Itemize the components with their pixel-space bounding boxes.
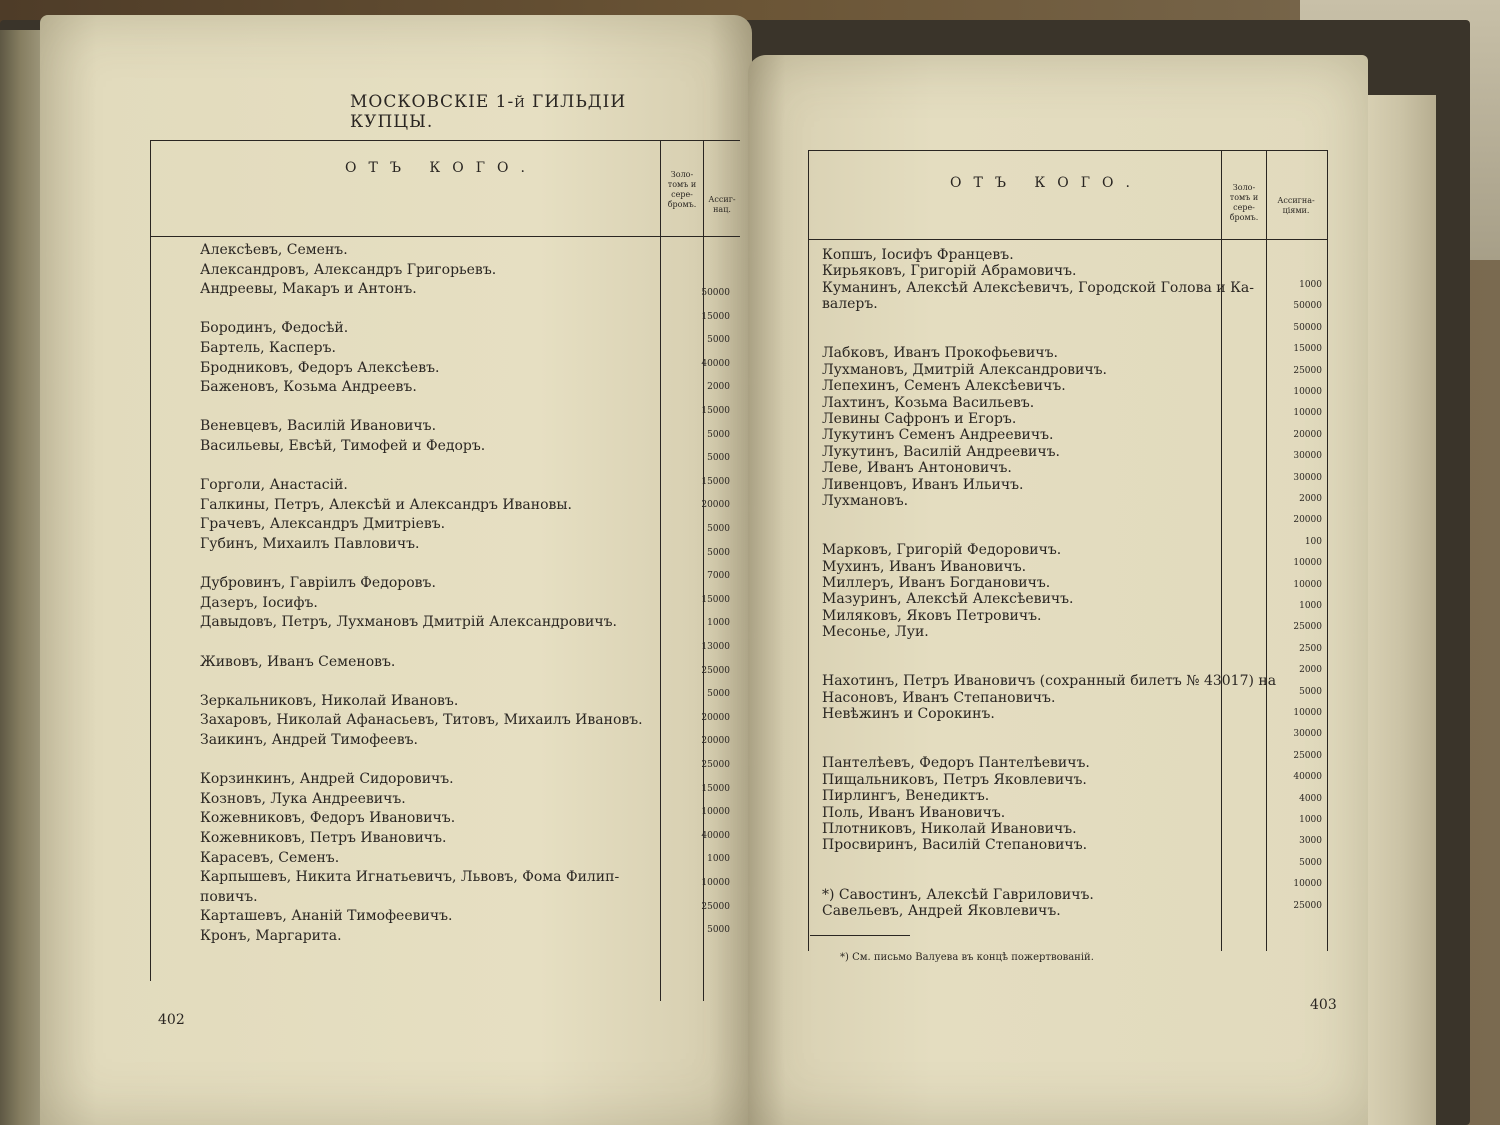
amount-cell: 25000 <box>1293 622 1322 633</box>
list-item: Лахтинъ, Козьма Васильевъ. <box>822 394 1035 411</box>
left-frame-col1 <box>660 141 661 1001</box>
amount-cell: 100 <box>1304 536 1322 547</box>
list-item: Заикинъ, Андрей Тимофеевъ. <box>200 732 418 748</box>
list-item: Галкины, Петръ, Алексѣй и Александръ Ивановы. <box>200 496 573 513</box>
list-item: Кожевниковъ, Петръ Ивановичъ. <box>200 830 447 846</box>
amount-cell: 5000 <box>1299 857 1322 868</box>
amount-cell: 25000 <box>1293 900 1322 911</box>
amount-cell: 50000 <box>1293 301 1322 312</box>
amount-cell: 15000 <box>701 406 730 416</box>
list-item: Корзинкинъ, Андрей Сидоровичъ. <box>200 771 454 788</box>
amount-cell: 5000 <box>707 453 730 464</box>
right-gold-header: Золо- томъ и сере- бромъ. <box>1229 183 1259 222</box>
amount-cell: 10000 <box>1293 708 1322 718</box>
right-frame-col1 <box>1221 151 1222 951</box>
list-item: Месонье, Луи. <box>822 624 929 641</box>
list-item: Андреевы, Макаръ и Антонъ. <box>200 281 417 298</box>
amount-cell: 40000 <box>1293 772 1322 783</box>
list-item: Живовъ, Иванъ Семеновъ. <box>200 653 396 670</box>
right-frame-outer <box>808 151 809 951</box>
right-column-header: ОТЪ КОГО. <box>950 175 1142 191</box>
list-item: Карпышевъ, Никита Игнатьевичъ, Львовъ, Фома Филип- <box>200 869 620 886</box>
list-item: Лабковъ, Иванъ Прокофьевичъ. <box>822 345 1058 362</box>
list-item: Лепехинъ, Семенъ Алексѣевичъ. <box>822 378 1066 395</box>
amount-cell: 10000 <box>1293 408 1322 419</box>
list-item: Мухинъ, Иванъ Ивановичъ. <box>822 558 1027 575</box>
amount-cell: 10000 <box>701 807 730 818</box>
amount-cell: 25000 <box>1293 750 1322 761</box>
list-item: Александровъ, Александръ Григорьевъ. <box>200 261 497 278</box>
amount-cell: 30000 <box>1293 451 1322 462</box>
list-item: Алексѣевъ, Семенъ. <box>200 242 348 258</box>
amount-cell: 30000 <box>1293 729 1322 740</box>
amount-cell: 7000 <box>707 571 730 582</box>
amount-cell: 5000 <box>707 689 730 700</box>
amount-cell: 1000 <box>1299 815 1322 825</box>
list-item: повичъ. <box>200 888 258 905</box>
amount-cell: 20000 <box>1293 515 1322 526</box>
left-page-number: 402 <box>158 1012 185 1028</box>
list-item: Просвиринъ, Василій Степановичъ. <box>822 837 1088 854</box>
list-item: Лухмановъ. <box>822 493 909 509</box>
list-item: Невѣжинъ и Сорокинъ. <box>822 706 995 723</box>
list-item: Копшъ, Іосифъ Францевъ. <box>822 247 1014 263</box>
list-item: Пищальниковъ, Петръ Яковлевичъ. <box>822 771 1087 788</box>
list-item: Марковъ, Григорій Федоровичъ. <box>822 542 1062 559</box>
list-item: Насоновъ, Иванъ Степановичъ. <box>822 689 1056 706</box>
list-item: Леве, Иванъ Антоновичъ. <box>822 460 1012 477</box>
amount-cell: 15000 <box>701 311 730 322</box>
right-frame-col2 <box>1266 151 1267 951</box>
list-item: Дазеръ, Іосифъ. <box>200 594 318 611</box>
amount-cell: 5000 <box>1299 686 1322 697</box>
amount-cell: 25000 <box>1293 365 1322 376</box>
right-assig-header: Ассигна- ціями. <box>1277 196 1315 215</box>
book-left-edge <box>0 30 40 1125</box>
list-item: валеръ. <box>822 296 878 313</box>
list-item: Мазуринъ, Алексѣй Алексѣевичъ. <box>822 591 1074 608</box>
amount-cell: 30000 <box>1293 472 1322 483</box>
amount-cell: 50000 <box>701 288 730 298</box>
list-item: Захаровъ, Николай Афанасьевъ, Титовъ, Михаилъ Ивановъ. <box>200 712 643 729</box>
amount-cell: 10000 <box>1293 558 1322 569</box>
list-item: *) Савостинъ, Алексѣй Гавриловичъ. <box>822 886 1094 903</box>
list-item: Карасевъ, Семенъ. <box>200 849 340 866</box>
amount-cell: 5000 <box>707 547 730 558</box>
list-item: Пирлингъ, Венедиктъ. <box>822 788 990 805</box>
left-assig-header: Ассиг- нац. <box>708 195 736 214</box>
list-item: Миллеръ, Иванъ Богдановичъ. <box>822 575 1051 591</box>
right-header-rule <box>808 239 1328 240</box>
amount-cell: 10000 <box>1293 387 1322 397</box>
left-gold-header: Золо- томъ и сере- бромъ. <box>667 170 697 209</box>
list-item: Карташевъ, Ананій Тимофеевичъ. <box>200 908 453 925</box>
list-item: Дубровинъ, Гавріилъ Федоровъ. <box>200 575 436 592</box>
right-frame-end <box>1327 151 1328 951</box>
amount-cell: 5000 <box>707 335 730 346</box>
list-item: Губинъ, Михаилъ Павловичъ. <box>200 536 420 552</box>
amount-cell: 2500 <box>1299 643 1322 654</box>
amount-cell: 13000 <box>701 642 730 652</box>
list-item: Миляковъ, Яковъ Петровичъ. <box>822 607 1042 624</box>
amount-cell: 1000 <box>1299 280 1322 290</box>
list-item: Нахотинъ, Петръ Ивановичъ (сохранный билетъ № 43017) на <box>822 673 1277 690</box>
amount-cell: 5000 <box>707 524 730 534</box>
list-item: Горголи, Анастасій. <box>200 477 348 494</box>
list-item: Кронъ, Маргарита. <box>200 928 342 944</box>
amount-cell: 1000 <box>707 618 730 629</box>
footnote: *) См. письмо Валуева въ концѣ пожертвованій. <box>840 952 1094 963</box>
list-item: Савельевъ, Андрей Яковлевичъ. <box>822 903 1061 919</box>
list-item: Левины Сафронъ и Егоръ. <box>822 411 1017 427</box>
list-item: Грачевъ, Александръ Дмитріевъ. <box>200 516 446 533</box>
list-item: Куманинъ, Алексѣй Алексѣевичъ, Городской Голова и Ка- <box>822 279 1254 296</box>
amount-cell: 15000 <box>701 783 730 794</box>
list-item: Кирьяковъ, Григорій Абрамовичъ. <box>822 263 1077 280</box>
list-item: Веневцевъ, Василій Ивановичъ. <box>200 418 437 435</box>
list-item: Давыдовъ, Петръ, Лухмановъ Дмитрій Александровичъ. <box>200 614 618 631</box>
amount-cell: 2000 <box>1299 665 1322 676</box>
list-item: Ливенцовъ, Иванъ Ильичъ. <box>822 476 1024 493</box>
amount-cell: 10000 <box>701 878 730 888</box>
amount-cell: 25000 <box>701 901 730 912</box>
amount-cell: 5000 <box>707 429 730 440</box>
amount-cell: 15000 <box>701 594 730 605</box>
amount-cell: 10000 <box>1293 579 1322 590</box>
list-item: Лукутинъ Семенъ Андреевичъ. <box>822 427 1054 444</box>
running-head: МОСКОВСКІЕ 1-й ГИЛЬДІИ КУПЦЫ. <box>350 92 627 132</box>
amount-cell: 15000 <box>701 476 730 487</box>
amount-cell: 20000 <box>1293 429 1322 440</box>
left-header-rule <box>150 236 740 237</box>
list-item: Бартель, Касперъ. <box>200 340 337 356</box>
amount-cell: 1000 <box>707 854 730 865</box>
amount-cell: 50000 <box>1293 322 1322 333</box>
list-item: Лухмановъ, Дмитрій Александровичъ. <box>822 361 1107 378</box>
list-item: Кожевниковъ, Федоръ Ивановичъ. <box>200 810 456 827</box>
right-page-number: 403 <box>1310 997 1337 1013</box>
list-item: Пантелѣевъ, Федоръ Пантелѣевичъ. <box>822 755 1090 772</box>
amount-cell: 25000 <box>701 665 730 676</box>
amount-cell: 40000 <box>701 830 730 841</box>
list-item: Поль, Иванъ Ивановичъ. <box>822 804 1006 821</box>
amount-cell: 5000 <box>707 925 730 936</box>
list-item: Козновъ, Лука Андреевичъ. <box>200 790 406 807</box>
amount-cell: 15000 <box>1293 344 1322 355</box>
amount-cell: 20000 <box>701 500 730 511</box>
list-item: Плотниковъ, Николай Ивановичъ. <box>822 821 1077 837</box>
footnote-rule <box>810 935 910 936</box>
list-item: Бродниковъ, Федоръ Алексѣевъ. <box>200 359 440 376</box>
amount-cell: 3000 <box>1299 836 1322 847</box>
left-column-header: ОТЪ КОГО. <box>345 160 537 176</box>
amount-cell: 1000 <box>1299 601 1322 611</box>
amount-cell: 40000 <box>701 358 730 369</box>
book-right-edge <box>1365 95 1436 1125</box>
list-item: Васильевы, Евсѣй, Тимофей и Федоръ. <box>200 438 486 454</box>
amount-cell: 2000 <box>1299 494 1322 504</box>
amount-cell: 25000 <box>701 760 730 770</box>
list-item: Зеркальниковъ, Николай Ивановъ. <box>200 692 459 709</box>
list-item: Бородинъ, Федосѣй. <box>200 320 349 337</box>
amount-cell: 10000 <box>1293 879 1322 890</box>
list-item: Лукутинъ, Василій Андреевичъ. <box>822 443 1060 460</box>
amount-cell: 4000 <box>1299 793 1322 804</box>
amount-cell: 20000 <box>701 712 730 723</box>
amount-cell: 20000 <box>701 736 730 747</box>
list-item: Баженовъ, Козьма Андреевъ. <box>200 379 417 396</box>
amount-cell: 2000 <box>707 382 730 393</box>
left-frame-outer <box>150 141 151 981</box>
